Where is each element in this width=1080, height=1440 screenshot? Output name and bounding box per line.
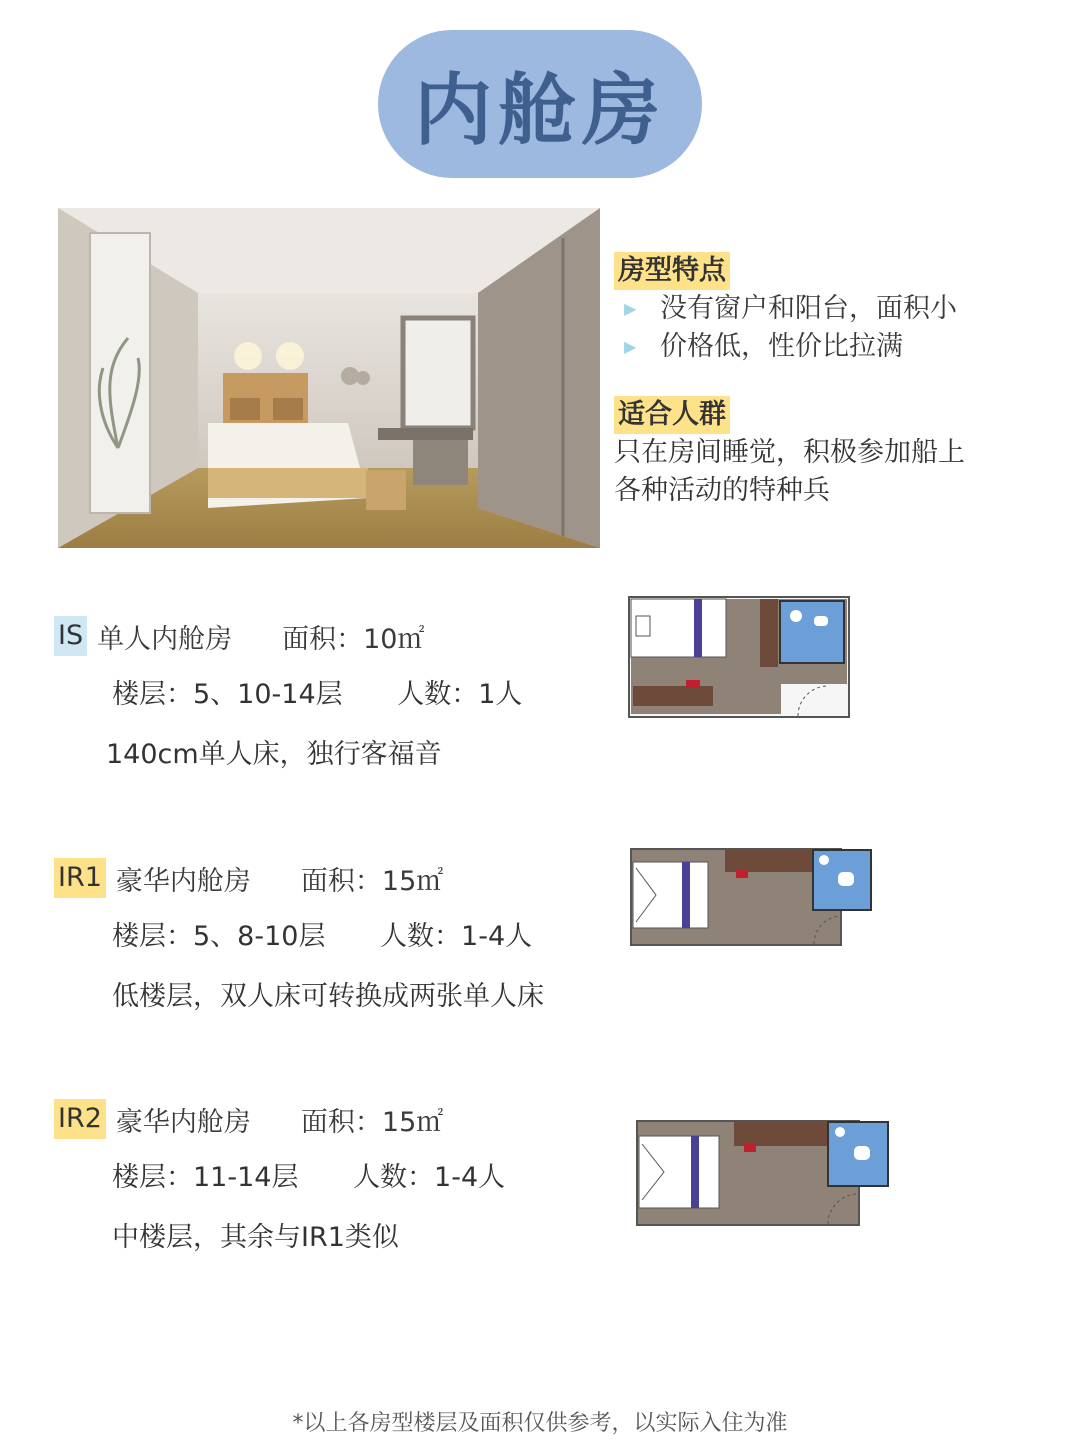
feature-item: ▶ 没有窗户和阳台，面积小 <box>614 290 1054 328</box>
audience-heading: 适合人群 <box>614 396 730 434</box>
cabin-photo <box>58 208 600 548</box>
triangle-bullet-icon: ▶ <box>624 337 637 356</box>
room-code-badge: IR2 <box>54 1099 106 1139</box>
room-note: 中楼层，其余与IR1类似 <box>112 1222 399 1253</box>
features-heading: 房型特点 <box>614 252 730 290</box>
audience-line: 只在房间睡觉，积极参加船上 <box>614 437 965 468</box>
triangle-bullet-icon: ▶ <box>624 299 637 318</box>
room-floors: 楼层：11-14层 <box>112 1162 299 1193</box>
page-title: 内舱房 <box>413 66 666 156</box>
room-note: 低楼层，双人床可转换成两张单人床 <box>112 981 544 1012</box>
room-people: 人数：1-4人 <box>380 921 533 952</box>
page-title-badge <box>378 30 702 178</box>
room-ir1 <box>54 855 614 1017</box>
room-code-badge: IS <box>54 616 87 656</box>
floor-plan-ir1 <box>630 848 874 950</box>
room-area: 面积：15㎡ <box>300 865 444 897</box>
room-ir2 <box>54 1096 614 1258</box>
floor-plan-ir2 <box>636 1120 892 1232</box>
room-people: 人数：1-4人 <box>353 1162 506 1193</box>
room-area: 面积：10㎡ <box>282 623 425 655</box>
room-people: 人数：1人 <box>397 679 523 710</box>
footnote: *以上各房型楼层及面积仅供参考，以实际入住为准 <box>292 1411 788 1436</box>
room-is <box>54 613 614 775</box>
room-note: 140cm单人床，独行客福音 <box>106 739 442 770</box>
room-area: 面积：15㎡ <box>300 1106 444 1138</box>
room-code-badge: IR1 <box>54 858 106 898</box>
room-floors: 楼层：5、10-14层 <box>112 679 343 710</box>
room-name: 豪华内舱房 <box>115 1106 251 1138</box>
audience-line: 各种活动的特种兵 <box>614 475 830 506</box>
room-floors: 楼层：5、8-10层 <box>112 921 326 952</box>
feature-item: ▶ 价格低，性价比拉满 <box>614 328 1054 366</box>
room-name: 豪华内舱房 <box>115 865 251 897</box>
room-name: 单人内舱房 <box>97 623 233 655</box>
features-section <box>614 252 1054 510</box>
floor-plan-is <box>628 596 850 724</box>
